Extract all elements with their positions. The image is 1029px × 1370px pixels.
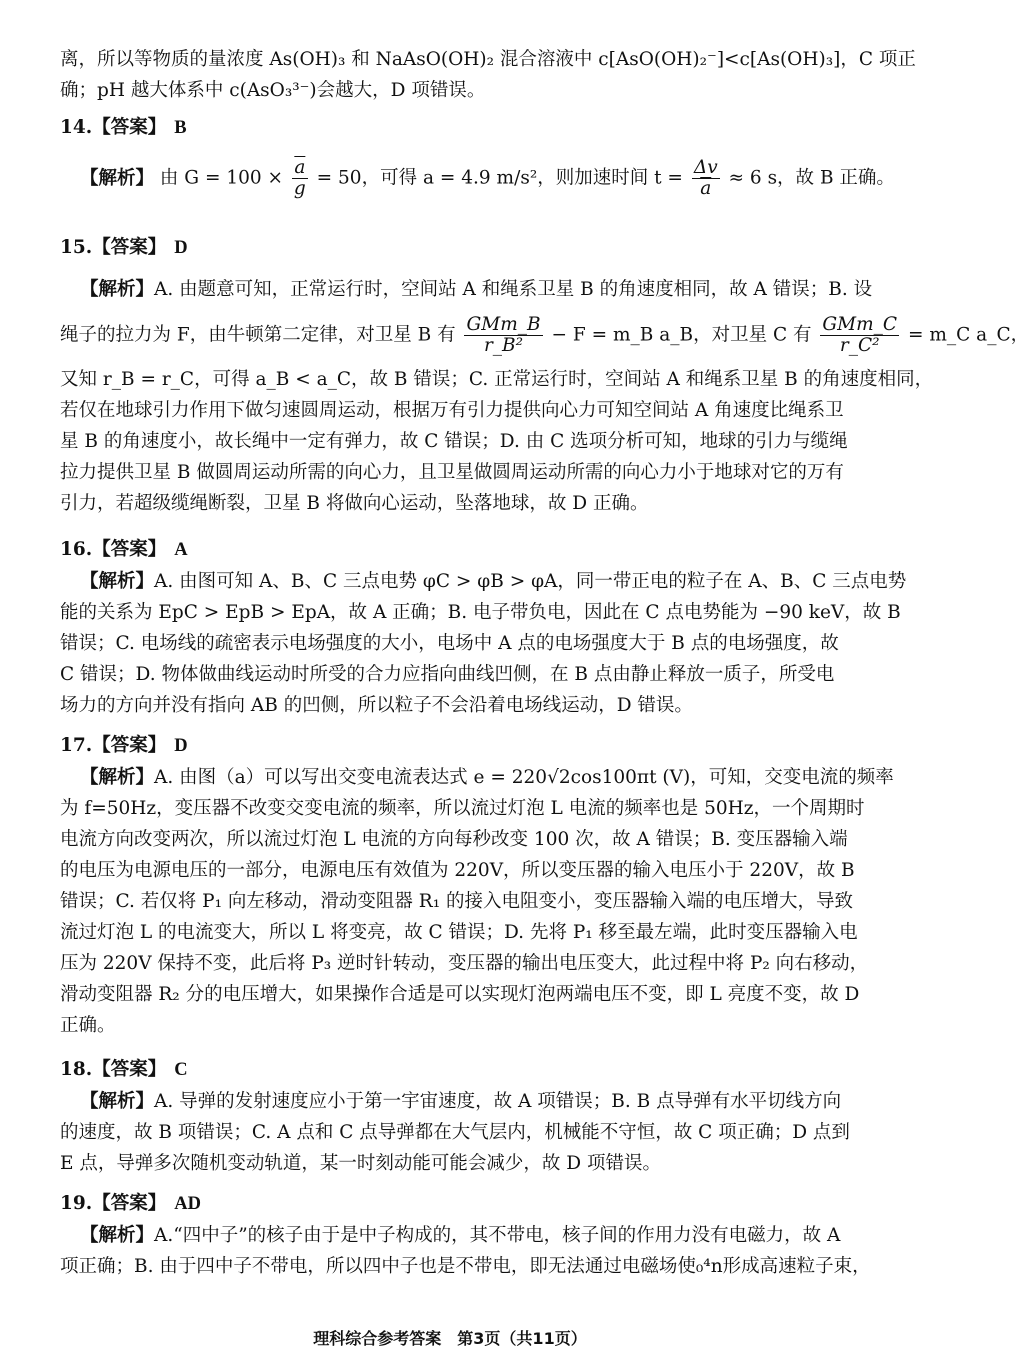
question-number: 16. [60, 539, 93, 560]
answer-tag: 【答案】 [92, 237, 167, 258]
text-line: 的速度，故 B 项错误；C. A 点和 C 点导弹都在大气层内，机械能不守恒，故 C 项正确；D 点到 [60, 1122, 850, 1143]
page-footer: 理科综合参考答案 第3页（共11页） [313, 1329, 587, 1348]
answer-header [60, 112, 850, 144]
text-line: 绳子的拉力为 F，由牛顿第二定律，对卫星 B 有 [60, 324, 456, 346]
text-line: A. 由图（a）可以写出交变电流表达式 e = 220√2cos100πt (V)，可知，交变电流的频率 [154, 767, 894, 788]
explanation-tag: 【解析】 [80, 279, 155, 300]
answer-value: D [174, 238, 188, 258]
question-number: 19. [60, 1193, 93, 1214]
explanation [60, 274, 1029, 519]
text-line: = m_C a_C， [907, 324, 1029, 346]
text-line: 能的关系为 EpC > EpB > EpA，故 A 正确；B. 电子带负电，因此在 C 点电势能为 −90 keV，故 B [60, 602, 901, 623]
text-line: 滑动变阻器 R₂ 分的电压增大，如果操作合适是可以实现灯泡两端电压不变，即 L 亮度不变，故 D [60, 984, 860, 1005]
answer-value: D [174, 736, 188, 756]
text-line: − F = m_B a_B，对卫星 C 有 [551, 324, 812, 346]
answer-header [60, 232, 850, 264]
text-line: 错误；C. 电场线的疏密表示电场强度的大小，电场中 A 点的电场强度大于 B 点的电场强度，故 [60, 633, 839, 654]
answer-tag: 【答案】 [92, 735, 167, 756]
answer-value: C [174, 1060, 188, 1080]
fraction [464, 315, 542, 356]
fraction-denominator: r_C² [839, 335, 880, 356]
text-line: 电流方向改变两次，所以流过灯泡 L 电流的方向每秒改变 100 次，故 A 错误；B. 变压器输入端 [60, 829, 848, 850]
answer-value: AD [174, 1194, 201, 1214]
answer-header [60, 730, 850, 762]
fraction [692, 158, 720, 199]
text-line: 又知 r_B = r_C，可得 a_B < a_C，故 B 错误；C. 正常运行时，空间站 A 和绳系卫星 B 的角速度相同， [60, 369, 934, 390]
question-number: 14. [60, 117, 93, 138]
fraction-numerator: GMm_B [466, 314, 541, 335]
fraction-numerator: GMm_C [822, 314, 898, 335]
text-line: 离，所以等物质的量浓度 As(OH)₃ 和 NaAsO(OH)₂ 混合溶液中 c[AsO(OH)₂⁻]<c[As(OH)₃]，C 项正 [60, 49, 916, 70]
text-line: 场力的方向并没有指向 AB 的凹侧，所以粒子不会沿着电场线运动，D 错误。 [60, 695, 693, 716]
explanation-text: ≈ 6 s，故 B 正确。 [728, 167, 895, 189]
explanation-tag: 【解析】 [80, 1091, 155, 1112]
answer-tag: 【答案】 [92, 1193, 167, 1214]
fraction-numerator: Δv [693, 157, 718, 178]
explanation-text: 由 G = 100 × [159, 167, 284, 189]
text-line: C 错误；D. 物体做曲线运动时所受的合力应指向曲线凹侧，在 B 点由静止释放一质子，所受电 [60, 664, 835, 685]
fraction [820, 315, 899, 356]
answer-value: A [174, 540, 188, 560]
text-line: 确；pH 越大体系中 c(AsO₃³⁻)会越大，D 项错误。 [60, 80, 486, 101]
question-number: 15. [60, 237, 93, 258]
answer-tag: 【答案】 [92, 1059, 167, 1080]
answer-tag: 【答案】 [92, 539, 167, 560]
text-line: 流过灯泡 L 的电流变大，所以 L 将变亮，故 C 错误；D. 先将 P₁ 移至最左端，此时变压器输入电 [60, 922, 858, 943]
explanation-tag: 【解析】 [80, 1225, 155, 1246]
question-19 [60, 1188, 871, 1282]
explanation [60, 1086, 850, 1179]
text-line: 错误；C. 若仅将 P₁ 向左移动，滑动变阻器 R₁ 的接入电阻变小，变压器输入端的电压增大，导致 [60, 891, 853, 912]
text-line: 压为 220V 保持不变，此后将 P₃ 逆时针转动，变压器的输出电压变大，此过程中将 P₂ 向右移动， [60, 953, 869, 974]
explanation-tag: 【解析】 [80, 167, 155, 189]
text-line: 正确。 [60, 1015, 116, 1036]
fraction-denominator: r_B² [483, 335, 524, 356]
text-line: A. 由图可知 A、B、C 三点电势 φC > φB > φA，同一带正电的粒子在 A、B、C 三点电势 [154, 571, 907, 592]
answer-header [60, 1188, 850, 1220]
answer-value: B [174, 118, 187, 138]
question-14 [60, 112, 895, 199]
explanation [60, 157, 895, 199]
text-line: 为 f=50Hz，变压器不改变交变电流的频率，所以流过灯泡 L 电流的频率也是 50Hz，一个周期时 [60, 798, 865, 819]
fraction-denominator: g [293, 178, 306, 199]
question-16 [60, 534, 907, 721]
fraction-denominator: a [700, 178, 712, 199]
continuation-text [60, 44, 916, 106]
text-line: 的电压为电源电压的一部分，电源电压有效值为 220V，所以变压器的输入电压小于 220V，故 B [60, 860, 855, 881]
text-line: 引力，若超级缆绳断裂，卫星 B 将做向心运动，坠落地球，故 D 正确。 [60, 493, 649, 514]
question-17 [60, 730, 894, 1041]
fraction [292, 158, 308, 199]
text-line: 星 B 的角速度小，故长绳中一定有弹力，故 C 错误；D. 由 C 选项分析可知，地球的引力与缆绳 [60, 431, 848, 452]
explanation [60, 762, 894, 1041]
text-line: A. 由题意可知，正常运行时，空间站 A 和绳系卫星 B 的角速度相同，故 A 错误；B. 设 [154, 279, 873, 300]
explanation [60, 566, 907, 721]
text-line: 若仅在地球引力作用下做匀速圆周运动，根据万有引力提供向心力可知空间站 A 角速度比绳系卫 [60, 400, 844, 421]
answer-header [60, 1054, 850, 1086]
text-line: A. 导弹的发射速度应小于第一宇宙速度，故 A 项错误；B. B 点导弹有水平切线方向 [154, 1091, 842, 1112]
explanation [60, 1220, 871, 1282]
explanation-tag: 【解析】 [80, 571, 155, 592]
text-line: 拉力提供卫星 B 做圆周运动所需的向心力，且卫星做圆周运动所需的向心力小于地球对它的万有 [60, 462, 844, 483]
question-18 [60, 1054, 850, 1179]
question-number: 18. [60, 1059, 93, 1080]
text-line: A.“四中子”的核子由于是中子构成的，其不带电，核子间的作用力没有电磁力，故 A [154, 1225, 841, 1246]
explanation-tag: 【解析】 [80, 767, 155, 788]
answer-header [60, 534, 850, 566]
answer-tag: 【答案】 [92, 117, 167, 138]
explanation-text: = 50，可得 a = 4.9 m/s²，则加速时间 t = [316, 167, 683, 189]
text-line: E 点，导弹多次随机变动轨道，某一时刻动能可能会减少，故 D 项错误。 [60, 1153, 661, 1174]
question-number: 17. [60, 735, 93, 756]
fraction-numerator: $\overline{a}$ [292, 158, 308, 179]
text-line: 项正确；B. 由于四中子不带电，所以四中子也是不带电，即无法通过电磁场使₀⁴n形成高速粒子束， [60, 1256, 871, 1277]
question-15 [60, 232, 1029, 519]
